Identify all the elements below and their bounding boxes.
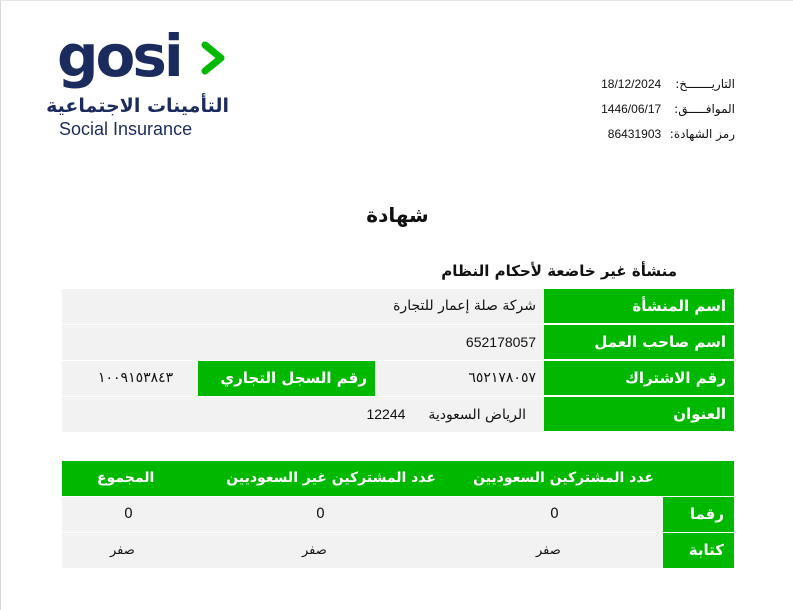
address-city: الرياض السعودية xyxy=(428,407,526,423)
total-header: المجموع xyxy=(97,470,155,486)
hijri-date-row xyxy=(601,100,735,125)
address-value xyxy=(366,397,526,432)
establishment-name-value: شركة صلة إعمار للتجارة xyxy=(393,298,536,314)
logo-arabic-text: التأمينات الاجتماعية xyxy=(46,95,229,117)
table-row xyxy=(62,289,734,325)
certificate-code-row xyxy=(601,125,735,150)
table-row xyxy=(62,397,734,433)
logo-english-text: Social Insurance xyxy=(59,119,193,139)
employer-name-label: اسم صاحب العمل xyxy=(544,325,734,360)
chevron-right-icon xyxy=(197,41,231,75)
saudi-count-words: صفر xyxy=(536,543,561,558)
date-value: 18/12/2024 xyxy=(601,77,662,91)
table-row xyxy=(62,496,734,532)
saudi-subscribers-header: عدد المشتركين السعوديين xyxy=(473,470,654,486)
establishment-info-table xyxy=(62,289,734,433)
table-row xyxy=(62,325,734,361)
establishment-name-label: اسم المنشأة xyxy=(544,289,734,324)
subscribers-count-table xyxy=(62,461,734,568)
saudi-count-number: 0 xyxy=(550,506,559,522)
table-row xyxy=(62,532,734,568)
subscription-number-label: رقم الاشتراك xyxy=(544,361,734,396)
non-saudi-count-number: 0 xyxy=(316,506,325,522)
address-label: العنوان xyxy=(544,397,734,432)
logo-wordmark: gosi xyxy=(57,22,181,90)
date-row xyxy=(601,75,735,100)
numbers-row-label: رقما xyxy=(663,497,734,532)
subscription-number-value: ٦٥٢١٧٨٠٥٧ xyxy=(468,370,536,386)
non-saudi-count-words: صفر xyxy=(302,543,327,558)
certificate-code-value: 86431903 xyxy=(607,127,662,141)
commercial-register-label: رقم السجل التجاري xyxy=(198,361,375,396)
table-header-row xyxy=(62,461,734,496)
commercial-register-value: ١٠٠٩١٥٣٨٤٣ xyxy=(98,370,174,386)
section-subtitle: منشأة غير خاضعة لأحكام النظام xyxy=(441,262,677,280)
employer-name-value: 652178057 xyxy=(465,334,536,350)
gosi-logo xyxy=(46,22,237,141)
non-saudi-subscribers-header: عدد المشتركين غير السعوديين xyxy=(226,470,436,486)
address-postal-code: 12244 xyxy=(366,406,406,422)
date-label: التاريـــــــخ: xyxy=(675,77,735,91)
table-row xyxy=(62,361,734,397)
words-row-label: كتابة xyxy=(663,533,734,568)
certificate-code-label: رمز الشهادة: xyxy=(669,127,735,141)
hijri-date-label: الموافـــــق: xyxy=(674,102,735,116)
page-title: شهادة xyxy=(366,203,429,227)
certificate-meta xyxy=(601,75,735,150)
total-count-words: صفر xyxy=(110,543,135,558)
total-count-number: 0 xyxy=(124,506,133,522)
hijri-date-value: 1446/06/17 xyxy=(601,102,662,116)
